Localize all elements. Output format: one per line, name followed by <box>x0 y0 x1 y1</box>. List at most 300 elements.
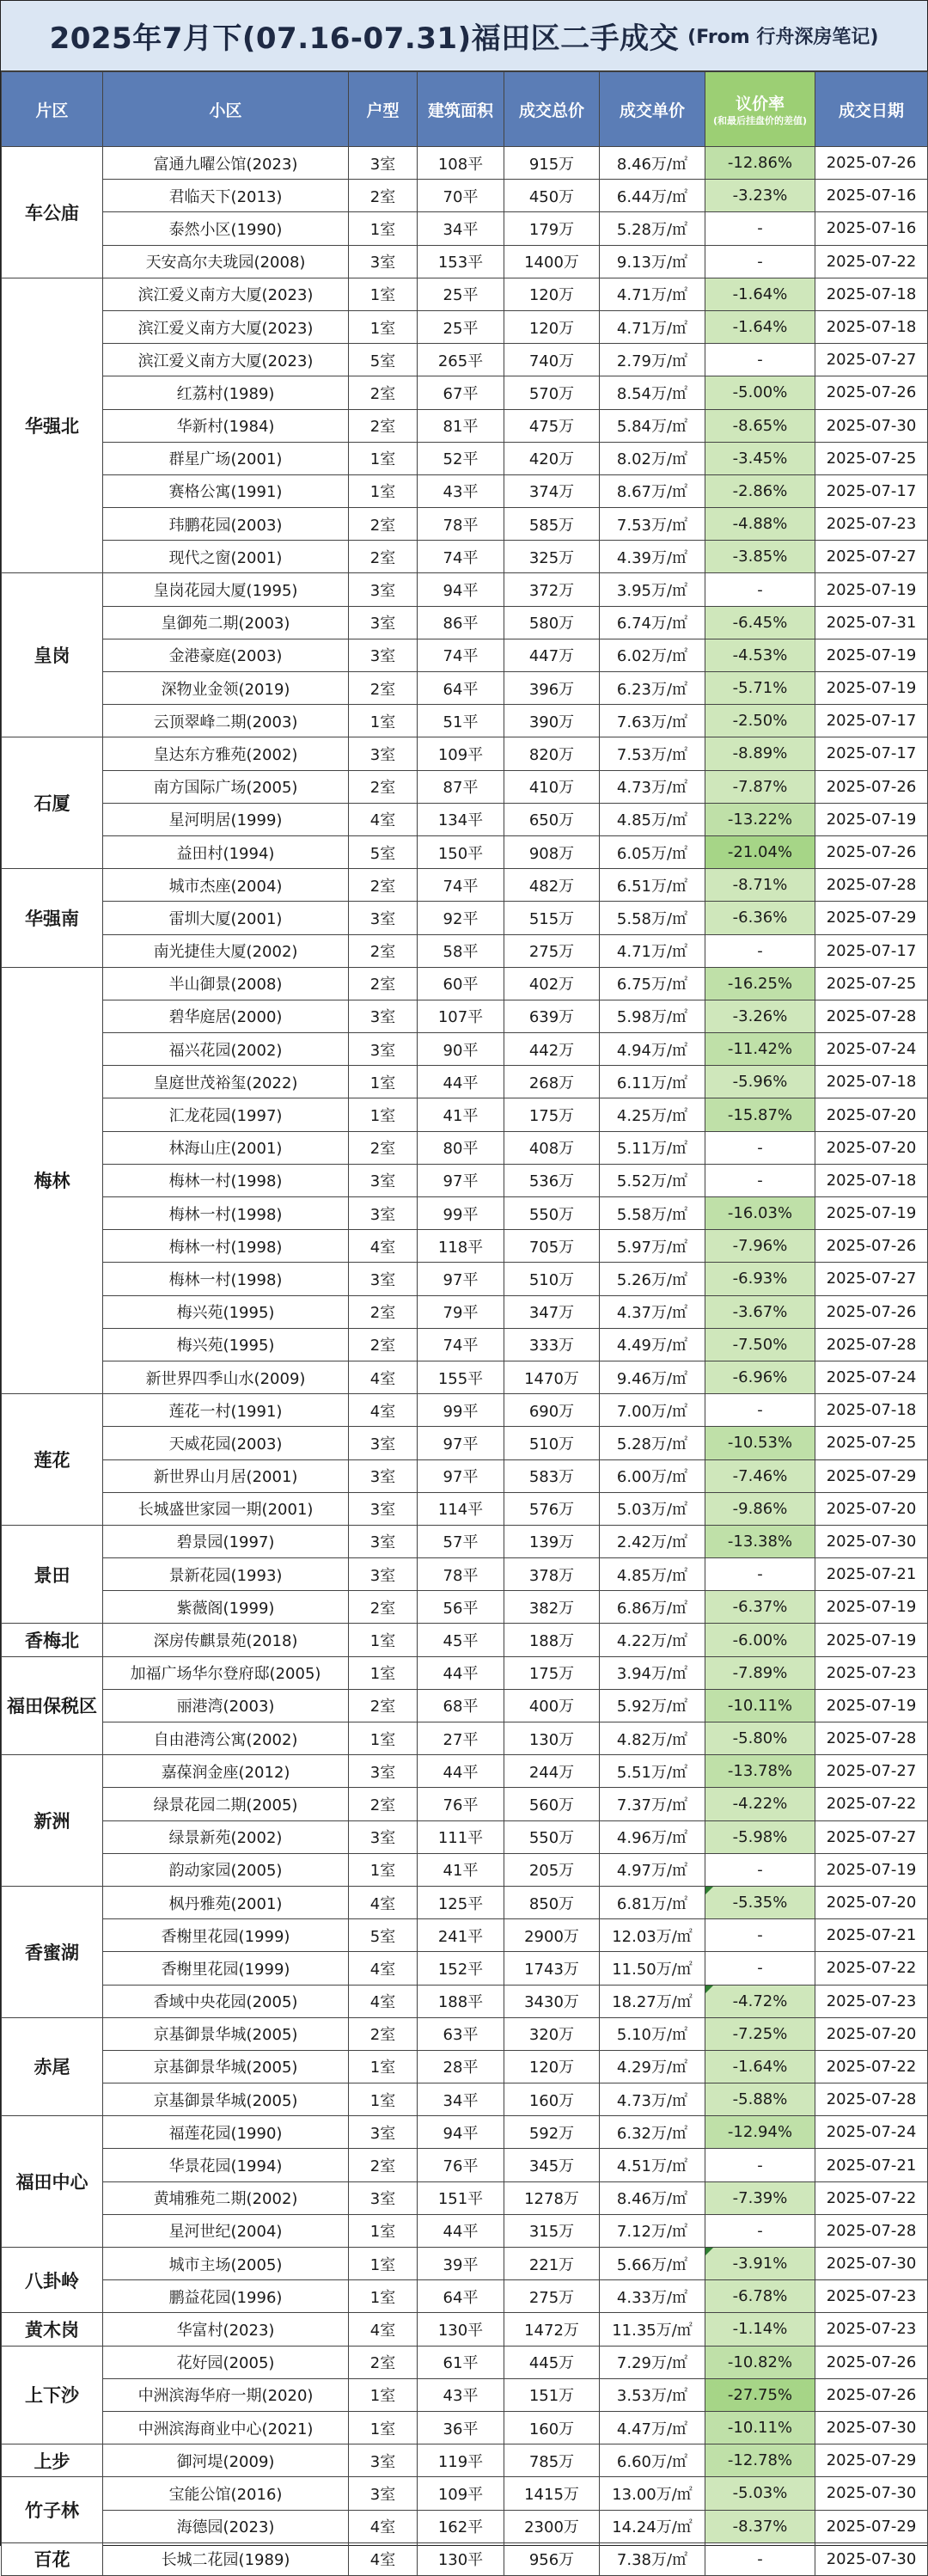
date-cell: 2025-07-27 <box>815 344 928 376</box>
date-cell: 2025-07-30 <box>815 1525 928 1557</box>
total-price-cell: 550万 <box>504 1820 600 1853</box>
area-cell: 130平 <box>418 2542 504 2575</box>
discount-cell: - <box>705 245 815 278</box>
estate-cell: 深房传麒景苑(2018) <box>103 1624 349 1656</box>
layout-cell: 3室 <box>349 737 418 770</box>
total-price-cell: 450万 <box>504 180 600 212</box>
table-row <box>2 2017 928 2050</box>
total-price-cell: 160万 <box>504 2411 600 2444</box>
table-row <box>2 212 928 245</box>
discount-cell: - <box>705 2542 815 2575</box>
total-price-cell: 139万 <box>504 1525 600 1557</box>
layout-cell: 2室 <box>349 1131 418 1164</box>
date-cell: 2025-07-28 <box>815 869 928 902</box>
unit-price-cell: 12.03万/㎡ <box>600 1919 705 1952</box>
table-row <box>2 2083 928 2116</box>
table-row <box>2 705 928 737</box>
unit-price-cell: 5.97万/㎡ <box>600 1230 705 1263</box>
table-row <box>2 310 928 343</box>
estate-cell: 汇龙花园(1997) <box>103 1098 349 1131</box>
unit-price-cell: 6.86万/㎡ <box>600 1591 705 1624</box>
layout-cell: 3室 <box>349 147 418 180</box>
total-price-cell: 2300万 <box>504 2510 600 2542</box>
unit-price-cell: 4.49万/㎡ <box>600 1328 705 1361</box>
area-cell: 45平 <box>418 1624 504 1656</box>
layout-cell: 3室 <box>349 1263 418 1295</box>
unit-price-cell: 7.00万/㎡ <box>600 1394 705 1427</box>
district-cell: 香梅北 <box>2 1624 103 1656</box>
date-cell: 2025-07-26 <box>815 2378 928 2411</box>
discount-cell: -6.78% <box>705 2280 815 2313</box>
discount-cell: -8.89% <box>705 737 815 770</box>
discount-cell: -7.87% <box>705 770 815 803</box>
estate-cell: 宝能公馆(2016) <box>103 2477 349 2510</box>
area-cell: 43平 <box>418 474 504 507</box>
discount-cell: -6.37% <box>705 1591 815 1624</box>
table-row <box>2 344 928 376</box>
header-layout: 户型 <box>349 72 418 147</box>
layout-cell: 3室 <box>349 2444 418 2477</box>
estate-cell: 紫薇阁(1999) <box>103 1591 349 1624</box>
estate-cell: 金港豪庭(2003) <box>103 639 349 671</box>
date-cell: 2025-07-30 <box>815 409 928 442</box>
table-row <box>2 2411 928 2444</box>
district-cell: 百花 <box>2 2542 103 2575</box>
total-price-cell: 1278万 <box>504 2181 600 2214</box>
layout-cell: 2室 <box>349 1788 418 1820</box>
discount-cell: - <box>705 212 815 245</box>
table-row <box>2 1886 928 1918</box>
district-cell: 新洲 <box>2 1755 103 1887</box>
total-price-cell: 510万 <box>504 1263 600 1295</box>
estate-cell: 绿景新苑(2002) <box>103 1820 349 1853</box>
unit-price-cell: 5.28万/㎡ <box>600 212 705 245</box>
date-cell: 2025-07-19 <box>815 1689 928 1722</box>
area-cell: 67平 <box>418 376 504 409</box>
date-cell: 2025-07-22 <box>815 1788 928 1820</box>
date-cell: 2025-07-29 <box>815 1459 928 1492</box>
area-cell: 107平 <box>418 1000 504 1032</box>
date-cell: 2025-07-27 <box>815 541 928 573</box>
total-price-cell: 1400万 <box>504 245 600 278</box>
table-row <box>2 1459 928 1492</box>
district-cell: 景田 <box>2 1525 103 1624</box>
area-cell: 43平 <box>418 2378 504 2411</box>
layout-cell: 3室 <box>349 2116 418 2149</box>
total-price-cell: 585万 <box>504 508 600 541</box>
table-row <box>2 245 928 278</box>
table-row <box>2 1492 928 1525</box>
estate-cell: 梅兴苑(1995) <box>103 1328 349 1361</box>
estate-cell: 长城盛世家园一期(2001) <box>103 1492 349 1525</box>
date-cell: 2025-07-27 <box>815 1263 928 1295</box>
district-cell: 华强北 <box>2 278 103 573</box>
total-price-cell: 550万 <box>504 1197 600 1230</box>
layout-cell: 2室 <box>349 376 418 409</box>
unit-price-cell: 5.92万/㎡ <box>600 1689 705 1722</box>
unit-price-cell: 6.75万/㎡ <box>600 967 705 1000</box>
area-cell: 44平 <box>418 1066 504 1098</box>
discount-cell: -3.67% <box>705 1295 815 1328</box>
unit-price-cell: 4.51万/㎡ <box>600 2149 705 2181</box>
layout-cell: 2室 <box>349 180 418 212</box>
date-cell: 2025-07-23 <box>815 1985 928 2017</box>
area-cell: 36平 <box>418 2411 504 2444</box>
date-cell: 2025-07-19 <box>815 639 928 671</box>
unit-price-cell: 4.73万/㎡ <box>600 770 705 803</box>
header-discount-note: (和最后挂盘价的差值) <box>712 115 808 126</box>
discount-cell: -6.93% <box>705 1263 815 1295</box>
unit-price-cell: 6.23万/㎡ <box>600 672 705 705</box>
estate-cell: 香域中央花园(2005) <box>103 1985 349 2017</box>
estate-cell: 鹏益花园(1996) <box>103 2280 349 2313</box>
discount-cell: -7.25% <box>705 2017 815 2050</box>
unit-price-cell: 7.29万/㎡ <box>600 2346 705 2378</box>
unit-price-cell: 5.52万/㎡ <box>600 1164 705 1196</box>
discount-cell: -8.65% <box>705 409 815 442</box>
discount-cell: -13.78% <box>705 1755 815 1788</box>
discount-cell: -10.11% <box>705 1689 815 1722</box>
table-row <box>2 803 928 835</box>
unit-price-cell: 7.38万/㎡ <box>600 2542 705 2575</box>
estate-cell: 枫丹雅苑(2001) <box>103 1886 349 1918</box>
district-cell: 香蜜湖 <box>2 1886 103 2017</box>
date-cell: 2025-07-22 <box>815 245 928 278</box>
total-price-cell: 908万 <box>504 835 600 868</box>
header-discount <box>705 72 815 147</box>
date-cell: 2025-07-19 <box>815 672 928 705</box>
table-row <box>2 442 928 474</box>
area-cell: 241平 <box>418 1919 504 1952</box>
total-price-cell: 475万 <box>504 409 600 442</box>
table-row <box>2 1985 928 2017</box>
discount-cell: -11.42% <box>705 1033 815 1066</box>
table-row <box>2 1525 928 1557</box>
area-cell: 76平 <box>418 1788 504 1820</box>
table-row <box>2 409 928 442</box>
area-cell: 87平 <box>418 770 504 803</box>
layout-cell: 5室 <box>349 344 418 376</box>
estate-cell: 城市主场(2005) <box>103 2248 349 2280</box>
estate-cell: 梅兴苑(1995) <box>103 1295 349 1328</box>
unit-price-cell: 7.37万/㎡ <box>600 1788 705 1820</box>
total-price-cell: 915万 <box>504 147 600 180</box>
discount-cell: -7.89% <box>705 1656 815 1689</box>
table-row <box>2 2149 928 2181</box>
unit-price-cell: 3.94万/㎡ <box>600 1656 705 1689</box>
total-price-cell: 396万 <box>504 672 600 705</box>
area-cell: 70平 <box>418 180 504 212</box>
area-cell: 111平 <box>418 1820 504 1853</box>
total-price-cell: 515万 <box>504 902 600 934</box>
total-price-cell: 447万 <box>504 639 600 671</box>
layout-cell: 1室 <box>349 442 418 474</box>
total-price-cell: 420万 <box>504 442 600 474</box>
total-price-cell: 205万 <box>504 1853 600 1886</box>
area-cell: 92平 <box>418 902 504 934</box>
area-cell: 94平 <box>418 573 504 606</box>
unit-price-cell: 4.25万/㎡ <box>600 1098 705 1131</box>
district-cell: 上下沙 <box>2 2346 103 2444</box>
area-cell: 34平 <box>418 212 504 245</box>
unit-price-cell: 4.37万/㎡ <box>600 1295 705 1328</box>
estate-cell: 星河世纪(2004) <box>103 2214 349 2247</box>
layout-cell: 4室 <box>349 1230 418 1263</box>
total-price-cell: 583万 <box>504 1459 600 1492</box>
discount-cell: -8.37% <box>705 2510 815 2542</box>
discount-cell: -7.50% <box>705 1328 815 1361</box>
date-cell: 2025-07-16 <box>815 212 928 245</box>
discount-cell: -1.64% <box>705 310 815 343</box>
discount-cell: -3.26% <box>705 1000 815 1032</box>
discount-cell: -5.71% <box>705 672 815 705</box>
unit-price-cell: 8.54万/㎡ <box>600 376 705 409</box>
area-cell: 97平 <box>418 1263 504 1295</box>
estate-cell: 梅林一村(1998) <box>103 1197 349 1230</box>
date-cell: 2025-07-30 <box>815 2411 928 2444</box>
date-cell: 2025-07-19 <box>815 573 928 606</box>
estate-cell: 新世界四季山水(2009) <box>103 1361 349 1393</box>
discount-cell: -5.80% <box>705 1722 815 1755</box>
total-price-cell: 347万 <box>504 1295 600 1328</box>
layout-cell: 1室 <box>349 1853 418 1886</box>
table-row <box>2 376 928 409</box>
table-row <box>2 737 928 770</box>
area-cell: 58平 <box>418 934 504 967</box>
layout-cell: 1室 <box>349 1098 418 1131</box>
discount-cell: -4.53% <box>705 639 815 671</box>
date-cell: 2025-07-19 <box>815 1591 928 1624</box>
discount-cell: -5.35% <box>705 1886 815 1918</box>
estate-cell: 皇达东方雅苑(2002) <box>103 737 349 770</box>
unit-price-cell: 6.51万/㎡ <box>600 869 705 902</box>
estate-cell: 赛格公寓(1991) <box>103 474 349 507</box>
date-cell: 2025-07-20 <box>815 1131 928 1164</box>
area-cell: 188平 <box>418 1985 504 2017</box>
total-price-cell: 221万 <box>504 2248 600 2280</box>
estate-cell: 红荔村(1989) <box>103 376 349 409</box>
estate-cell: 泰然小区(1990) <box>103 212 349 245</box>
area-cell: 99平 <box>418 1197 504 1230</box>
table-row <box>2 1263 928 1295</box>
layout-cell: 2室 <box>349 1591 418 1624</box>
estate-cell: 中洲滨海商业中心(2021) <box>103 2411 349 2444</box>
table-row <box>2 1230 928 1263</box>
table-row <box>2 1853 928 1886</box>
unit-price-cell: 4.94万/㎡ <box>600 1033 705 1066</box>
table-row <box>2 1689 928 1722</box>
total-price-cell: 179万 <box>504 212 600 245</box>
district-cell: 上步 <box>2 2444 103 2477</box>
estate-cell: 城市杰座(2004) <box>103 869 349 902</box>
area-cell: 76平 <box>418 2149 504 2181</box>
unit-price-cell: 2.42万/㎡ <box>600 1525 705 1557</box>
unit-price-cell: 9.46万/㎡ <box>600 1361 705 1393</box>
unit-price-cell: 6.44万/㎡ <box>600 180 705 212</box>
area-cell: 44平 <box>418 2214 504 2247</box>
total-price-cell: 510万 <box>504 1427 600 1459</box>
layout-cell: 5室 <box>349 1919 418 1952</box>
table-row <box>2 1131 928 1164</box>
unit-price-cell: 6.32万/㎡ <box>600 2116 705 2149</box>
layout-cell: 3室 <box>349 245 418 278</box>
estate-cell: 富通九曜公馆(2023) <box>103 147 349 180</box>
unit-price-cell: 6.74万/㎡ <box>600 606 705 639</box>
date-cell: 2025-07-26 <box>815 147 928 180</box>
area-cell: 152平 <box>418 1952 504 1985</box>
table-row <box>2 1558 928 1591</box>
date-cell: 2025-07-24 <box>815 1361 928 1393</box>
total-price-cell: 650万 <box>504 803 600 835</box>
area-cell: 51平 <box>418 705 504 737</box>
layout-cell: 1室 <box>349 1624 418 1656</box>
estate-cell: 景新花园(1993) <box>103 1558 349 1591</box>
date-cell: 2025-07-22 <box>815 1952 928 1985</box>
date-cell: 2025-07-28 <box>815 1722 928 1755</box>
area-cell: 79平 <box>418 1295 504 1328</box>
total-price-cell: 570万 <box>504 376 600 409</box>
discount-cell: -7.39% <box>705 2181 815 2214</box>
table-row <box>2 770 928 803</box>
date-cell: 2025-07-22 <box>815 2050 928 2083</box>
unit-price-cell: 5.26万/㎡ <box>600 1263 705 1295</box>
discount-cell: -16.25% <box>705 967 815 1000</box>
layout-cell: 3室 <box>349 1492 418 1525</box>
layout-cell: 1室 <box>349 1656 418 1689</box>
area-cell: 80平 <box>418 1131 504 1164</box>
table-row <box>2 1919 928 1952</box>
date-cell: 2025-07-23 <box>815 2313 928 2346</box>
district-cell: 石厦 <box>2 737 103 869</box>
table-row <box>2 2248 928 2280</box>
unit-price-cell: 4.29万/㎡ <box>600 2050 705 2083</box>
unit-price-cell: 13.00万/㎡ <box>600 2477 705 2510</box>
layout-cell: 2室 <box>349 2149 418 2181</box>
layout-cell: 3室 <box>349 2181 418 2214</box>
total-price-cell: 382万 <box>504 1591 600 1624</box>
unit-price-cell: 5.10万/㎡ <box>600 2017 705 2050</box>
area-cell: 265平 <box>418 344 504 376</box>
total-price-cell: 956万 <box>504 2542 600 2575</box>
date-cell: 2025-07-18 <box>815 310 928 343</box>
layout-cell: 2室 <box>349 541 418 573</box>
total-price-cell: 705万 <box>504 1230 600 1263</box>
total-price-cell: 785万 <box>504 2444 600 2477</box>
table-row <box>2 2313 928 2346</box>
total-price-cell: 1470万 <box>504 1361 600 1393</box>
estate-cell: 林海山庄(2001) <box>103 1131 349 1164</box>
area-cell: 44平 <box>418 1656 504 1689</box>
estate-cell: 御河堤(2009) <box>103 2444 349 2477</box>
date-cell: 2025-07-26 <box>815 770 928 803</box>
unit-price-cell: 9.13万/㎡ <box>600 245 705 278</box>
estate-cell: 香榭里花园(1999) <box>103 1919 349 1952</box>
total-price-cell: 639万 <box>504 1000 600 1032</box>
area-cell: 108平 <box>418 147 504 180</box>
discount-cell: -21.04% <box>705 835 815 868</box>
unit-price-cell: 5.66万/㎡ <box>600 2248 705 2280</box>
total-price-cell: 580万 <box>504 606 600 639</box>
discount-cell: -27.75% <box>705 2378 815 2411</box>
unit-price-cell: 14.24万/㎡ <box>600 2510 705 2542</box>
table-row <box>2 1624 928 1656</box>
table-row <box>2 1394 928 1427</box>
discount-cell: -5.98% <box>705 1820 815 1853</box>
header-discount-label: 议价率 <box>735 95 785 113</box>
area-cell: 97平 <box>418 1427 504 1459</box>
area-cell: 64平 <box>418 672 504 705</box>
unit-price-cell: 5.58万/㎡ <box>600 1197 705 1230</box>
area-cell: 94平 <box>418 2116 504 2149</box>
discount-cell: - <box>705 344 815 376</box>
unit-price-cell: 6.02万/㎡ <box>600 639 705 671</box>
table-row <box>2 541 928 573</box>
table-row <box>2 869 928 902</box>
area-cell: 61平 <box>418 2346 504 2378</box>
layout-cell: 2室 <box>349 1328 418 1361</box>
total-price-cell: 175万 <box>504 1098 600 1131</box>
area-cell: 162平 <box>418 2510 504 2542</box>
district-cell: 福田中心 <box>2 2116 103 2248</box>
total-price-cell: 482万 <box>504 869 600 902</box>
area-cell: 125平 <box>418 1886 504 1918</box>
unit-price-cell: 4.33万/㎡ <box>600 2280 705 2313</box>
district-cell: 华强南 <box>2 869 103 968</box>
date-cell: 2025-07-26 <box>815 835 928 868</box>
layout-cell: 3室 <box>349 1459 418 1492</box>
area-cell: 155平 <box>418 1361 504 1393</box>
layout-cell: 2室 <box>349 672 418 705</box>
unit-price-cell: 18.27万/㎡ <box>600 1985 705 2017</box>
total-price-cell: 188万 <box>504 1624 600 1656</box>
estate-cell: 碧景园(1997) <box>103 1525 349 1557</box>
unit-price-cell: 5.11万/㎡ <box>600 1131 705 1164</box>
total-price-cell: 410万 <box>504 770 600 803</box>
table-row <box>2 902 928 934</box>
layout-cell: 4室 <box>349 1886 418 1918</box>
total-price-cell: 390万 <box>504 705 600 737</box>
area-cell: 153平 <box>418 245 504 278</box>
discount-cell: - <box>705 1853 815 1886</box>
discount-cell: -10.11% <box>705 2411 815 2444</box>
discount-cell: -6.45% <box>705 606 815 639</box>
date-cell: 2025-07-16 <box>815 180 928 212</box>
unit-price-cell: 3.95万/㎡ <box>600 573 705 606</box>
layout-cell: 4室 <box>349 1985 418 2017</box>
area-cell: 114平 <box>418 1492 504 1525</box>
table-row <box>2 672 928 705</box>
estate-cell: 滨江爱义南方大厦(2023) <box>103 310 349 343</box>
discount-cell: -5.88% <box>705 2083 815 2116</box>
date-cell: 2025-07-24 <box>815 2116 928 2149</box>
total-price-cell: 275万 <box>504 2280 600 2313</box>
date-cell: 2025-07-24 <box>815 1033 928 1066</box>
table-row <box>2 2346 928 2378</box>
layout-cell: 1室 <box>349 2083 418 2116</box>
layout-cell: 2室 <box>349 967 418 1000</box>
total-price-cell: 372万 <box>504 573 600 606</box>
estate-cell: 梅林一村(1998) <box>103 1263 349 1295</box>
area-cell: 99平 <box>418 1394 504 1427</box>
area-cell: 97平 <box>418 1459 504 1492</box>
total-price-cell: 576万 <box>504 1492 600 1525</box>
date-cell: 2025-07-18 <box>815 1164 928 1196</box>
date-cell: 2025-07-19 <box>815 803 928 835</box>
layout-cell: 3室 <box>349 1000 418 1032</box>
table-row <box>2 1164 928 1196</box>
area-cell: 63平 <box>418 2017 504 2050</box>
date-cell: 2025-07-20 <box>815 1098 928 1131</box>
